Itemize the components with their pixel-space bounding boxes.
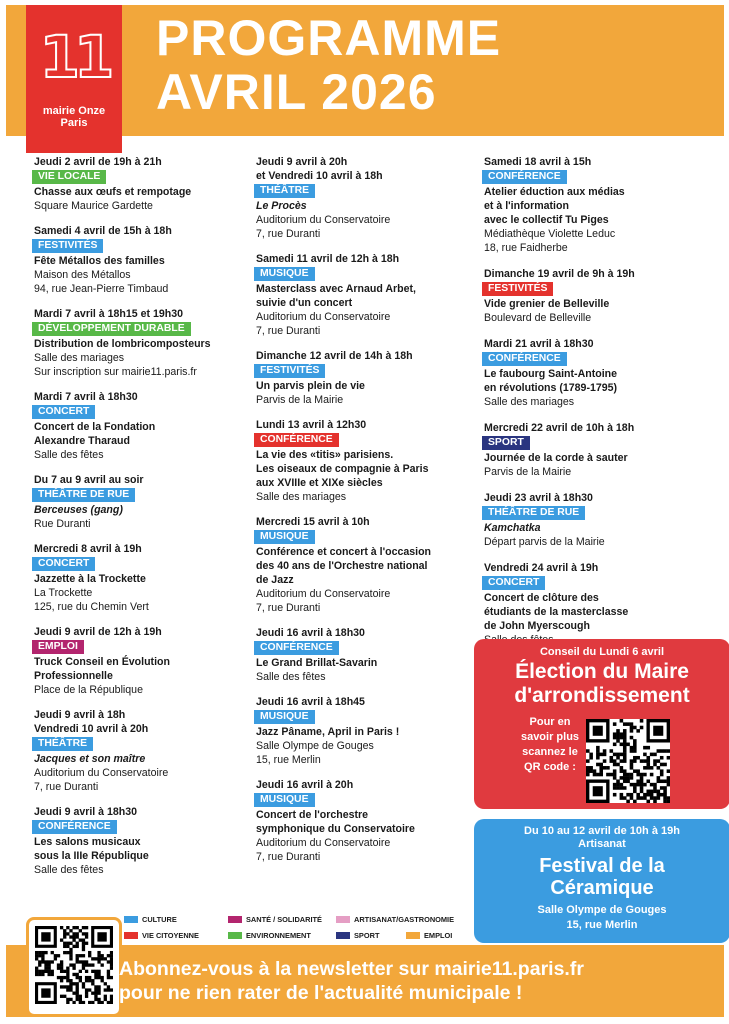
legend-item [406,931,452,940]
logo-text-line-1: mairie Onze [42,105,106,117]
event-item [34,708,250,794]
event-date: Vendredi 24 avril à 19h [484,562,599,574]
event-place-line: Salle des fêtes [256,671,326,683]
legend-label: ENVIRONNEMENT [246,931,311,940]
legend-swatch [124,916,138,923]
event-date-2: et Vendredi 10 avril à 18h [256,170,383,182]
category-tag: SPORT [482,436,530,450]
category-tag: CONFÉRENCE [482,352,567,366]
event-date: Jeudi 9 avril à 18h30 [34,806,138,818]
event-title-line: Concert de clôture des [484,592,599,604]
event-item [256,155,474,241]
event-title-line: Truck Conseil en Évolution [34,656,170,668]
event-place-line: Parvis de la Mairie [256,394,344,406]
event-title-line: La vie des «titis» parisiens. [256,449,394,461]
event-title-line: suivie d'un concert [256,297,353,309]
newsletter-text[interactable] [119,957,584,1005]
category-tag: THÉÂTRE DE RUE [482,506,585,520]
legend-item [228,915,322,924]
header-banner [6,5,724,136]
newsletter-qr-frame [26,917,122,1017]
event-date: Mardi 7 avril à 18h15 et 19h30 [34,308,183,320]
event-date: Mardi 7 avril à 18h30 [34,391,138,403]
event-date: Mercredi 22 avril de 10h à 18h [484,422,635,434]
election-title-line-1: Élection du Maire [515,660,689,683]
event-title: Berceuses (gang) [34,504,123,516]
event-date: Samedi 18 avril à 15h [484,156,592,168]
event-date: Mardi 21 avril à 18h30 [484,338,594,350]
event-place-line: Auditorium du Conservatoire [256,837,391,849]
event-place-line: 7, rue Duranti [34,781,99,793]
event-title: Jacques et son maître [34,753,146,765]
event-title-line: Jazzette à la Trockette [34,573,146,585]
event-title-line: étudiants de la masterclasse [484,606,629,618]
event-title-line: Les salons musicaux [34,836,141,848]
event-title-line: Masterclass avec Arnaud Arbet, [256,283,416,295]
event-place-line: 7, rue Duranti [256,228,321,240]
festival-address: 15, rue Merlin [566,919,638,931]
festival-title [474,855,729,899]
event-title-line: Alexandre Tharaud [34,435,130,447]
category-tag: CONCERT [32,557,95,571]
category-tag: CONFÉRENCE [32,820,117,834]
event-place-line: Salle des fêtes [34,864,104,876]
qr-pattern [586,719,670,803]
event-place-line: Salle des mariages [484,396,575,408]
event-title: Le Procès [256,200,307,212]
event-title-line: Concert de la Fondation [34,421,156,433]
event-place-line: Parvis de la Mairie [484,466,572,478]
category-tag: MUSIQUE [254,793,315,807]
newsletter-qr-code[interactable] [35,926,113,1004]
election-title-line-2: d'arrondissement [514,684,690,707]
legend-label: CULTURE [142,915,177,924]
category-tag: CONFÉRENCE [254,433,339,447]
event-item [34,805,250,877]
event-place-line: Départ parvis de la Mairie [484,536,605,548]
election-subtitle: Conseil du Lundi 6 avril [539,646,665,658]
event-item [256,626,474,684]
event-title-line: sous la IIIe République [34,850,149,862]
mairie-logo [26,5,122,153]
event-title-line: Chasse aux œufs et rempotage [34,186,192,198]
event-title-line: Distribution de lombricomposteurs [34,338,211,350]
event-item [34,390,250,462]
event-item [484,491,714,549]
category-legend [124,915,474,945]
event-date: Jeudi 16 avril à 18h30 [256,627,365,639]
event-date: Mercredi 15 avril à 10h [256,516,370,528]
event-place-line: Salle des mariages [34,352,125,364]
event-place-line: Auditorium du Conservatoire [256,588,391,600]
category-tag: EMPLOI [32,640,84,654]
festival-kind: Artisanat [578,838,626,850]
event-title: Kamchatka [484,522,541,534]
page [6,5,724,1017]
event-item [34,224,250,296]
legend-label: SANTÉ / SOLIDARITÉ [246,915,322,924]
legend-swatch [228,932,242,939]
title-line-1: PROGRAMME [156,10,502,66]
category-tag: DÉVELOPPEMENT DURABLE [32,322,191,336]
election-qr-code[interactable] [586,719,670,803]
event-item [256,252,474,338]
qr-pattern [35,926,113,1004]
event-place-line: Auditorium du Conservatoire [256,311,391,323]
festival-title-line-2: Céramique [550,877,654,899]
event-title-line: Atelier éduction aux médias [484,186,625,198]
legend-swatch [228,916,242,923]
event-title-line: de John Myerscough [484,620,590,632]
event-item [34,155,250,213]
legend-swatch [124,932,138,939]
event-title-line: en révolutions (1789-1795) [484,382,618,394]
event-title-line: des 40 ans de l'Orchestre national [256,560,428,572]
logo-number: 11 [39,23,109,91]
event-title-line: aux XVIIIe et XIXe siècles [256,477,383,489]
event-place-line: Auditorium du Conservatoire [34,767,169,779]
event-date: Mercredi 8 avril à 19h [34,543,142,555]
event-place-line: Médiathèque Violette Leduc [484,228,616,240]
event-place-line: Boulevard de Belleville [484,312,592,324]
event-item [256,695,474,767]
event-place-line: Sur inscription sur mairie11.paris.fr [34,366,197,378]
event-item [34,542,250,614]
events-column-2 [256,155,474,875]
festival-venue: Salle Olympe de Gouges [537,904,667,916]
event-place-line: Auditorium du Conservatoire [256,214,391,226]
event-place-line: Rue Duranti [34,518,91,530]
event-date: Jeudi 9 avril de 12h à 19h [34,626,162,638]
event-date: Lundi 13 avril à 12h30 [256,419,367,431]
event-item [484,267,714,325]
event-title-line: Journée de la corde à sauter [484,452,628,464]
legend-swatch [336,916,350,923]
event-date: Samedi 11 avril de 12h à 18h [256,253,400,265]
event-place-line: Salle des fêtes [34,449,104,461]
event-title-line: Le Grand Brillat-Savarin [256,657,378,669]
category-tag: FESTIVITÉS [482,282,553,296]
event-place-line: 94, rue Jean-Pierre Timbaud [34,283,169,295]
legend-swatch [406,932,420,939]
legend-swatch [336,932,350,939]
event-title-line: Vide grenier de Belleville [484,298,610,310]
legend-label: ARTISANAT/GASTRONOMIE [354,915,455,924]
festival-box [474,819,729,943]
event-date: Du 7 au 9 avril au soir [34,474,144,486]
event-place-line: Place de la République [34,684,143,696]
event-item [34,473,250,531]
event-item [34,625,250,697]
event-place-line: La Trockette [34,587,93,599]
category-tag: CONCERT [32,405,95,419]
legend-label: EMPLOI [424,931,453,940]
event-title-line: Conférence et concert à l'occasion [256,546,432,558]
category-tag: VIE LOCALE [32,170,106,184]
event-item [256,349,474,407]
event-date: Jeudi 16 avril à 20h [256,779,354,791]
newsletter-line-2: pour ne rien rater de l'actualité municipale ! [119,982,523,1004]
legend-label: SPORT [354,931,380,940]
event-title-line: et à l'information [484,200,569,212]
festival-title-line-1: Festival de la [539,855,665,877]
category-tag: THÉÂTRE DE RUE [32,488,135,502]
event-title-line: Les oiseaux de compagnie à Paris [256,463,429,475]
election-box [474,639,729,809]
event-title-line: Un parvis plein de vie [256,380,365,392]
title-line-2: AVRIL 2026 [156,64,437,120]
legend-label: VIE CITOYENNE [142,931,199,940]
legend-item [124,915,177,924]
election-info: Pour en savoir plus scannez le QR code : [520,716,580,773]
event-date: Jeudi 9 avril à 18h [34,709,126,721]
event-item [34,307,250,379]
event-date: Jeudi 9 avril à 20h [256,156,348,168]
event-date-2: Vendredi 10 avril à 20h [34,723,149,735]
event-title-line: Professionnelle [34,670,113,682]
events-column-3 [484,155,714,659]
category-tag: THÉÂTRE [32,737,93,751]
event-date: Jeudi 16 avril à 18h45 [256,696,365,708]
legend-item [336,931,379,940]
event-title-line: Fête Métallos des familles [34,255,165,267]
category-tag: FESTIVITÉS [254,364,325,378]
event-item [256,515,474,615]
category-tag: CONCERT [482,576,545,590]
election-title [474,660,729,708]
category-tag: CONFÉRENCE [482,170,567,184]
event-item [484,337,714,409]
events-column-1 [34,155,250,888]
event-place-line: Salle des mariages [256,491,347,503]
event-date: Dimanche 19 avril de 9h à 19h [484,268,635,280]
page-title [156,11,501,119]
event-place-line: Square Maurice Gardette [34,200,153,212]
category-tag: MUSIQUE [254,710,315,724]
event-place-line: 18, rue Faidherbe [484,242,568,254]
category-tag: CONFÉRENCE [254,641,339,655]
event-title-line: Le faubourg Saint-Antoine [484,368,618,380]
category-tag: MUSIQUE [254,267,315,281]
festival-place [474,903,729,933]
event-place-line: 15, rue Merlin [256,754,321,766]
legend-item [228,931,311,940]
event-date: Samedi 4 avril de 15h à 18h [34,225,172,237]
event-place-line: Maison des Métallos [34,269,131,281]
footer-banner [6,945,724,1017]
event-item [484,421,714,479]
event-title-line: avec le collectif Tu Piges [484,214,609,226]
event-title-line: de Jazz [256,574,294,586]
event-title-line: symphonique du Conservatoire [256,823,415,835]
category-tag: FESTIVITÉS [32,239,103,253]
event-title-line: Concert de l'orchestre [256,809,369,821]
category-tag: MUSIQUE [254,530,315,544]
event-date: Jeudi 23 avril à 18h30 [484,492,593,504]
event-item [484,155,714,255]
event-date: Jeudi 2 avril de 19h à 21h [34,156,162,168]
event-place-line: 7, rue Duranti [256,602,321,614]
logo-text-line-2: Paris [60,117,88,129]
newsletter-line-1: Abonnez-vous à la newsletter sur mairie11.paris.fr [119,958,584,980]
legend-item [336,915,454,924]
festival-date: Du 10 au 12 avril de 10h à 19h [524,825,680,837]
event-date: Dimanche 12 avril de 14h à 18h [256,350,413,362]
event-place-line: Salle Olympe de Gouges [256,740,374,752]
event-place-line: 7, rue Duranti [256,851,321,863]
event-item [256,418,474,504]
logo-text [26,105,122,129]
event-item [256,778,474,864]
category-tag: THÉÂTRE [254,184,315,198]
event-title-line: Jazz Pâname, April in Paris ! [256,726,400,738]
event-place-line: 125, rue du Chemin Vert [34,601,149,613]
legend-item [124,931,199,940]
event-item [484,561,714,647]
event-place-line: 7, rue Duranti [256,325,321,337]
